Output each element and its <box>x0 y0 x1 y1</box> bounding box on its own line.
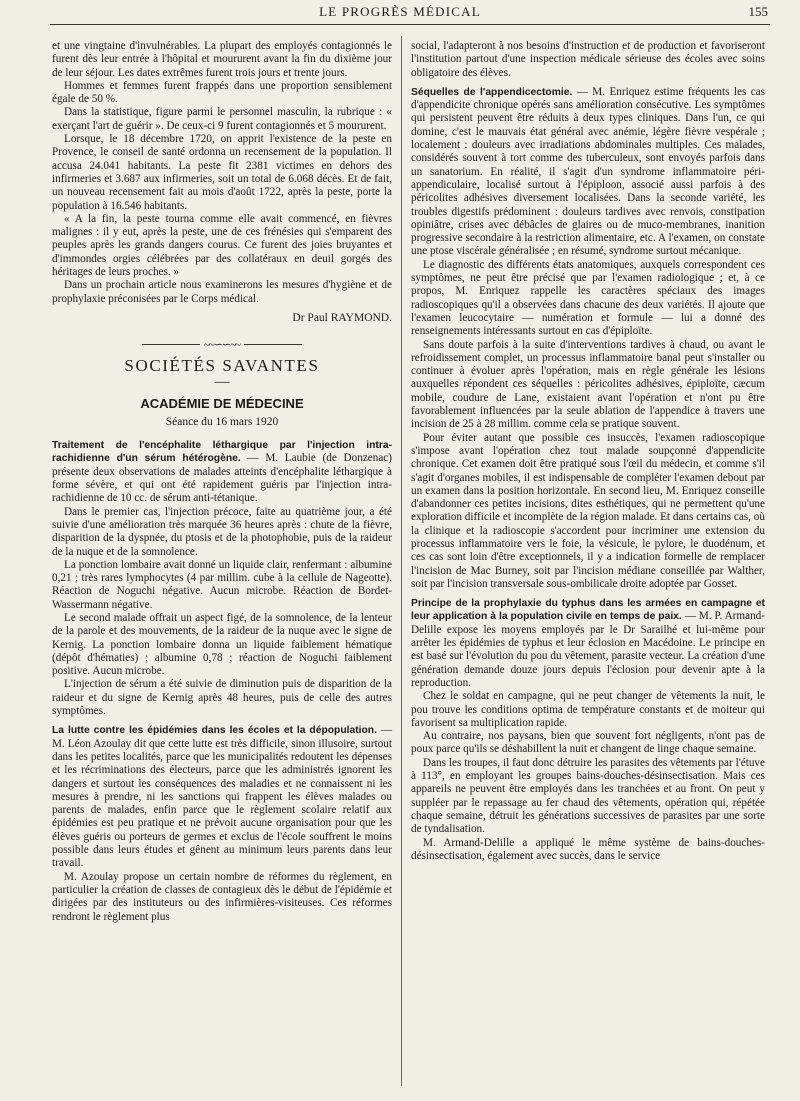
paragraph-lead: Traitement de l'encéphalite léthargique par l'injection intra-rachidienne d'un sérum hétérogène. <box>52 440 392 465</box>
paragraph: M. Armand-Delille a appliqué le même système de bains-douches-désinsectisation, également avec succès, dans le service <box>411 836 765 862</box>
paragraph: Dans la statistique, figure parmi le personnel masculin, la rubrique : « exerçant l'art de guérir ». De ceux-ci 9 furent contagionnés et 5 moururent. <box>52 106 392 132</box>
author-signature: Dr Paul RAYMOND. <box>292 311 392 324</box>
paragraph: Dans les troupes, il faut donc détruire les parasites des vêtements par l'étuve à 113°, en employant les groupes bains-douches-désinsectisation. Mais ces appareils ne peuvent être employés dans les tranchées et au front. On peut y suppléer par le repassage au fer chaud des vêtements, opération qui, répétée chaque semaine, détruit les générations successives de parasites par une sorte de tyndalisation. <box>411 756 765 836</box>
paragraph: « A la fin, la peste tourna comme elle avait commencé, en fièvres malignes : il y eut, après la peste, une de ces frénésies qui s'emparent des peuples après les grands dangers courus. Ce furent des joies bruyantes et d'immondes orgies célébrées par des collatéraux en deuil gorgés des héritages de leurs proches. » <box>52 212 392 279</box>
paragraph-text: — M. Enriquez estime fréquents les cas d'appendicite chronique opérés sans amélioration consécutive. Les symptômes qui persistent peuvent être réduits à deux types cliniques. Dans l'un, ce qui domine, c'est le mauvais état général avec anémie, légère fièvre vespérale ; localement : douleurs avec irradiations abdominales multiples. Ces malades, considérés souvent à tort comme des tuberculeux, sont envoyés parfois dans un sanatorium. En réalité, il s'agit d'un syndrome inflammatoire péri-appendiculaire, localisé surtout à l'épiploon, associé aussi parfois à des péricolites adhésives diversement localisées. Dans la seconde variété, les troubles digestifs prédominent : douleurs tardives avec renvois, constipation opiniâtre, crises avec débâcles de glaires ou de muco-membranes, inanition progressive secondaire à la restriction alimentaire, etc. A l'examen, on constate une ptose viscérale généralisée ; en résumé, syndrome surtout mécanique. <box>411 85 765 258</box>
paragraph: Chez le soldat en campagne, qui ne peut changer de vêtements la nuit, le pou trouve les conditions optima de température constants et de moiteur qui favorisent sa multiplication rapide. <box>411 690 765 729</box>
paragraph: Sans doute parfois à la suite d'interventions tardives à chaud, ou avant le refroidissement complet, un processus inflammatoire banal peut s'installer ou continuer à évoluer après l'opération, mais en règle générale les lésions auxquelles répondent ces séquelles : péricolites adhésives, épiploïte, cæcum mobile, coudure de Lane, existaient avant l'opération et n'ont pu être favorablement influencées par la seule ablation de l'appendice à travers une incision de 25 à 28 millim. comme cela se pratique souvent. <box>411 338 765 431</box>
paragraph: Au contraire, nos paysans, bien que souvent fort négligents, n'ont pas de poux parce qu'ils se déshabillent la nuit et changent de linge chaque semaine. <box>411 730 765 756</box>
paragraph: Le diagnostic des différents états anatomiques, auxquels correspondent ces symptômes, ne peut être précisé que par l'examen radiologique ; et, à ce propos, M. Enriquez rappelle les caractères spéciaux des images radioscopiques qu'il a observées dans chacune des deux variétés. Il ajoute que l'examen leucocytaire — numération et formule — lui a donné des renseignements intéressants surtout en cas d'épiploïte. <box>411 258 765 338</box>
paragraph: Dans un prochain article nous examinerons les mesures d'hygiène et de prophylaxie préconisées par le Corps médical. <box>52 279 392 305</box>
paragraph-lead: Séquelles de l'appendicectomie. <box>411 86 573 98</box>
paragraph-text: — M. P. Armand-Delille expose les moyens employés par le Dr Sarailhé et lui-même pour arrêter les épidémies de typhus et leur éclosion en Macédoine. Le principe en est basé sur l'évolution du pou du vêtement, parasite vecteur. La création d'une génération demande douze jours depuis l'éclosion pour devenir apte à la reproduction. <box>411 610 765 689</box>
paragraph-lead: Principe de la prophylaxie du typhus dans les armées en campagne et leur application à la population civile en temps de paix. <box>411 598 765 623</box>
paragraph: La ponction lombaire avait donné un liquide clair, renfermant : albumine 0,21 ; très rares lymphocytes (4 par millim. cube à la cellule de Nageotte). Réaction de Noguchi négative. Aucun microbe. Réaction de Bordet-Wassermann négative. <box>52 558 392 611</box>
paragraph: Hommes et femmes furent frappés dans une proportion sensiblement égale de 50 %. <box>52 79 392 106</box>
title-dash: — <box>214 373 230 390</box>
paragraph <box>52 724 392 870</box>
ornament-glyph: ~~∽∽~~ <box>200 340 244 350</box>
paragraph <box>411 86 765 259</box>
paragraph: L'injection de sérum a été suivie de diminution puis de disparition de la raideur et du signe de Kernig après 48 heures, puis de celle des autres symptômes. <box>52 678 392 718</box>
right-column <box>411 40 765 863</box>
paragraph <box>411 597 765 690</box>
academy-heading: ACADÉMIE DE MÉDECINE <box>140 395 304 411</box>
paragraph <box>52 439 392 505</box>
paragraph: Dans le premier cas, l'injection précoce, faite au quatrième jour, a été suivie d'une amélioration très marquée 36 heures après : chute de la fièvre, disparition de la dyspnée, du ptosis et de la photophobie, puis de la raideur de la nuque et de la somnolence. <box>52 505 392 558</box>
running-header <box>0 0 800 22</box>
section-ornament <box>52 339 392 352</box>
paragraph-lead: La lutte contre les épidémies dans les écoles et la dépopulation. <box>52 725 377 737</box>
section-title: SOCIÉTÉS SAVANTES <box>124 356 320 376</box>
paragraph: Le second malade offrait un aspect figé, de la somnolence, de la lenteur de la parole et des mouvements, de la raideur de la nuque avec le signe de Kernig. La ponction lombaire donna un liquide faiblement hématique (dépôt d'hématies) ; albumine 0,78 ; réaction de Noguchi faiblement positive. Aucun microbe. <box>52 611 392 678</box>
column-divider <box>401 36 402 1086</box>
session-date: Séance du 16 mars 1920 <box>165 415 279 428</box>
paragraph: Pour éviter autant que possible ces insuccès, l'examen radioscopique s'impose avant l'opération chez tout malade soupçonné d'appendicite chronique. Cet examen doit être pratiqué sous l'œil du médecin, et comme s'il s'agit d'organes mobiles, il est indispensable de compléter l'examen debout par un examen dans la position horizontale. En second lieu, M. Enriquez conseille d'abandonner ces petites incisions, dites esthétiques, qui ne permettent qu'une exploration difficile et incomplète de la région malade. Et dans certains cas, où la clinique et la radioscopie s'accordent pour incriminer une extension du processus inflammatoire vers le foie, la vésicule, le pylore, le duodénum, et ces cas sont loin d'être exceptionnels, il y a indication formelle de remplacer l'incision de Mac Burney, soit par l'incision médiane conseillée par Walther, soit par l'incision transversale sous-ombilicale droite adoptée par Gosset. <box>411 431 765 590</box>
left-column <box>52 40 392 924</box>
paragraph-text: — M. Léon Azoulay dit que cette lutte est très difficile, sinon illusoire, surtout dans les petites localités, parce que les municipalités redoutent les dépenses et les récriminations des électeurs, parce que les administrés ignorent les dangers et surtout les conséquences des maladies et ne connaissent ni les mesures à prendre, ni les sanctions qui frappent les élèves malades ou parents de malades, enfin parce que le règlement scolaire relatif aux épidémies est peu pratique et ne prévoit aucune organisation pour que les élèves guéris ou porteurs de germes et exclus de l'école souffrent le moins possible dans leurs études et gênent au minimum leurs parents dans leur travail. <box>52 724 392 870</box>
paragraph-text: — M. Laubie (de Donzenac) présente deux observations de malades atteints d'encéphalite léthargique à forme sévère, et qui ont été rapidement guéris par l'injection intra-rachidienne de 10 cc. de sérum anti-tétanique. <box>52 452 392 505</box>
journal-title: LE PROGRÈS MÉDICAL <box>319 4 481 19</box>
paragraph: Lorsque, le 18 décembre 1720, on apprit l'existence de la peste en Provence, le conseil de santé ordonna un recensement de la population. Il accusa 24.041 habitants. La peste fit 2381 victimes en dehors des infirmeries et 3.687 aux infirmeries, soit un total de 6.068 décès. Et de fait, un nouveau recensement fait au mois d'août 1722, après la peste, porte la population à 16.546 habitants. <box>52 133 392 212</box>
paragraph: M. Azoulay propose un certain nombre de réformes du règlement, en particulier la création de classes de contagieux dès le début de l'épidémie et dirigées par des instituteurs ou des infirmières-visiteuses. Ces réformes rendront le règlement plus <box>52 870 392 923</box>
paragraph: et une vingtaine d'invulnérables. La plupart des employés contagionnés le furent dès leur entrée à l'hôpital et moururent avant la fin du dixième jour de leur séjour. Les dates extrêmes furent trois jours et trente jours. <box>52 40 392 79</box>
header-rule <box>50 24 770 25</box>
page-number: 155 <box>748 4 768 19</box>
paragraph: social, l'adapteront à nos besoins d'instruction et de production et favoriseront l'institution partout d'une inspection médicale sérieuse des écoles avec soins obligatoire des élèves. <box>411 40 765 79</box>
